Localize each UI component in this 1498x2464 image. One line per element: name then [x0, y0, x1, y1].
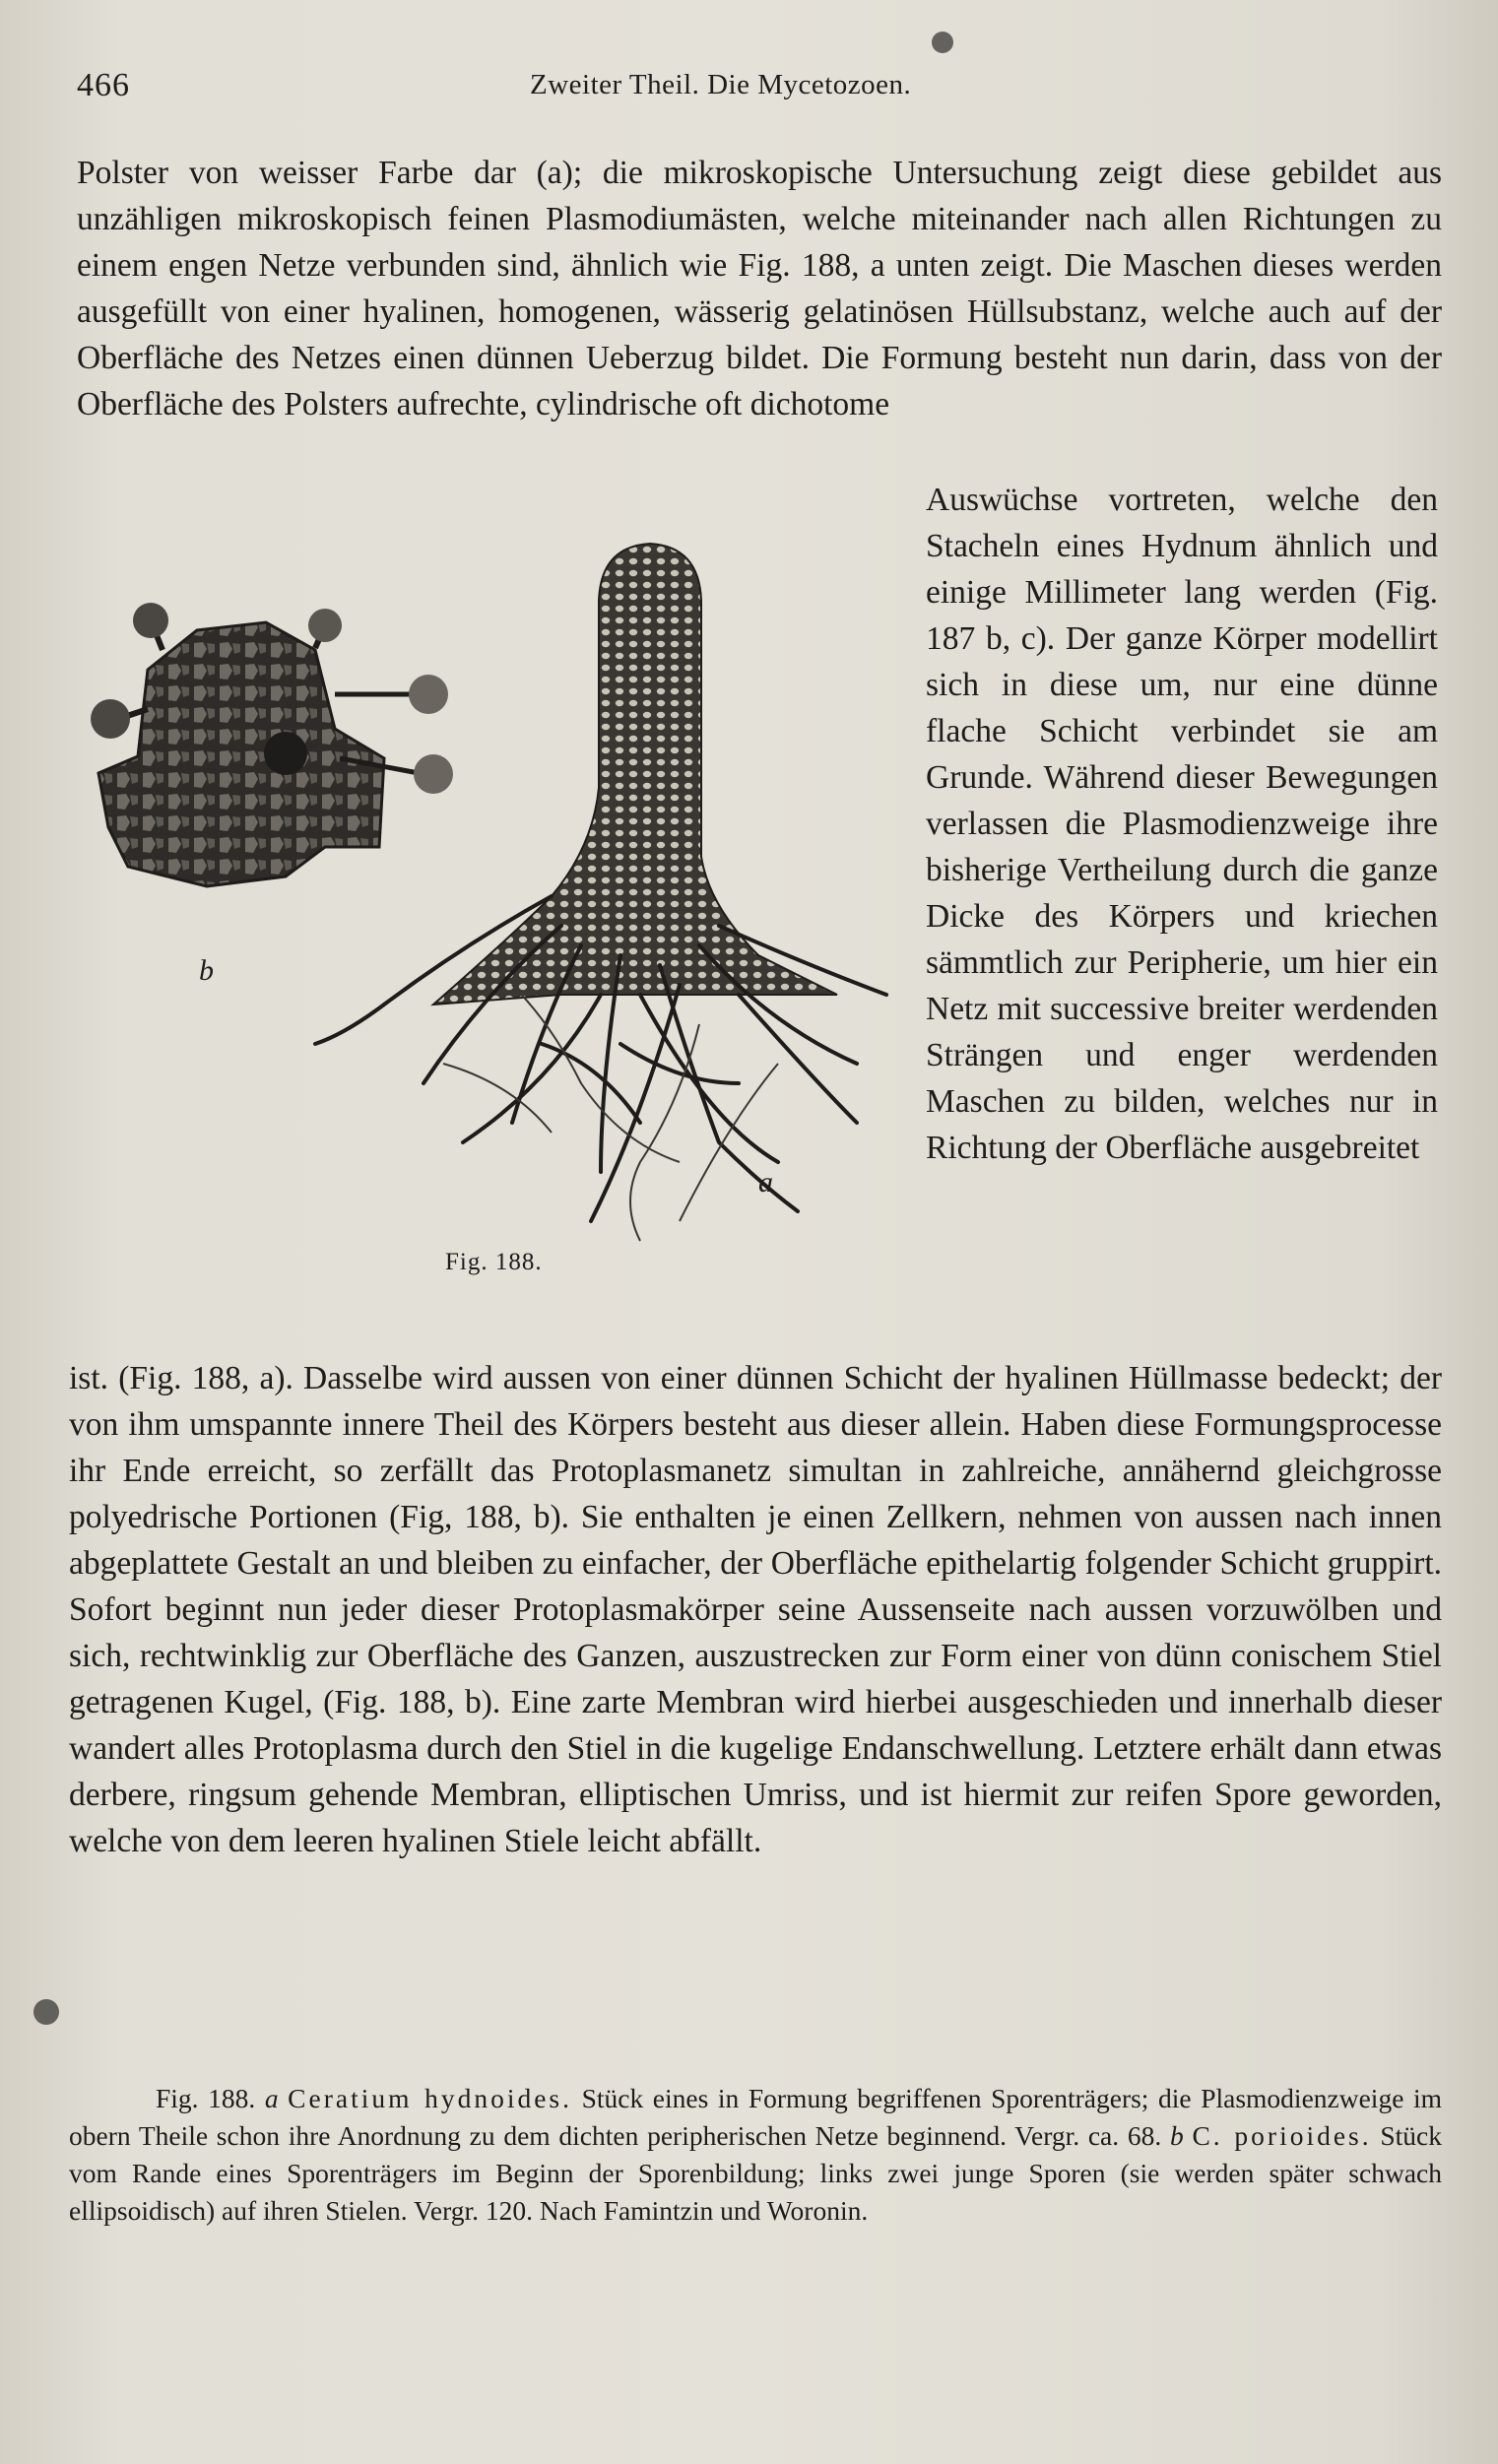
caption-species-a: Ceratium hydnoides.	[288, 2083, 573, 2113]
panel-a-sporophore	[315, 544, 886, 1241]
ink-spot	[932, 32, 953, 53]
panel-b-cells	[91, 603, 453, 886]
caption-species-b: C. porioides.	[1192, 2120, 1372, 2151]
running-title: Zweiter Theil. Die Mycetozoen.	[530, 69, 912, 100]
paragraph-bottom: ist. (Fig. 188, a). Dasselbe wird aussen von einer dünnen Schicht der hyalinen Hüllmasse bedeckt; der von ihm umspannte innere Theil des Körpers besteht aus dieser allein. Haben diese Formungsprocesse ihr Ende erreicht, so zerfällt das Protoplasmanetz simultan in zahlreiche, annähernd gleichgrosse polyedrische Portionen (Fig, 188, b). Sie enthalten je einen Zellkern, nehmen von aussen nach innen abgeplattete Gestalt an und bleiben zu einfacher, der Oberfläche epithelartig folgender Schicht gruppirt. Sofort beginnt nun jeder dieser Protoplasmakörper seine Aussenseite nach aussen vorzuwölben und sich, rechtwinklig zur Oberfläche des Ganzen, auszustrecken zur Form einer von dünn conischem Stiel getragenen Kugel, (Fig. 188, b). Eine zarte Membran wird hierbei ausgeschieden und innerhalb dieser wandert alles Protoplasma durch den Stiel in die kugelige Endanschwellung. Letztere erhält dann etwas derbere, ringsum gehende Membran, elliptischen Umriss, und ist hiermit zur reifen Spore geworden, welche von dem leeren hyalinen Stiele leicht abfällt.	[69, 1360, 1442, 1859]
figure-label-b: b	[199, 954, 214, 987]
page-header	[77, 67, 1416, 110]
caption-mark-a: a	[264, 2083, 279, 2113]
body-text-top	[77, 150, 1442, 427]
page-number: 466	[77, 67, 130, 103]
body-text-bottom	[69, 1355, 1442, 1864]
body-text-side	[926, 477, 1438, 1171]
caption-text-b: Stück vom Rande eines Sporenträgers im Beginn der Sporenbildung; links zwei junge Sporen (sie werden später schwach ellipsoidisch) auf ihren Stielen. Vergr. 120. Nach Famintzin und Woronin.	[69, 2120, 1443, 2226]
figure-188	[89, 532, 896, 1280]
caption-mark-b: b	[1169, 2120, 1184, 2151]
paragraph-top: Polster von weisser Farbe dar (a); die mikroskopische Untersuchung zeigt diese gebildet aus unzähligen mikroskopisch feinen Plasmodiumästen, welche miteinander nach allen Richtungen zu einem engen Netze verbunden sind, ähnlich wie Fig. 188, a unten zeigt. Die Maschen dieses werden ausgefüllt von einer hyalinen, homogenen, wässerig gelatinösen Hüllsubstanz, welche auch auf der Oberfläche des Netzes einen dünnen Ueberzug bildet. Die Formung besteht nun darin, dass von der Oberfläche des Polsters aufrechte, cylindrische oft dichotome	[77, 155, 1442, 422]
caption-text-a: Stück eines in Formung begriffenen Sporenträgers; die Plasmodienzweige im obern Theile schon ihre Anordnung zu dem dichten peripherischen Netze beginnend. Vergr. ca. 68.	[69, 2083, 1443, 2151]
ink-spot	[33, 1999, 59, 2025]
figure-illustration	[89, 532, 896, 1280]
figure-number-label: Fig. 188.	[445, 1249, 543, 1275]
paragraph-side: Auswüchse vortreten, welche den Stacheln eines Hydnum ähnlich und einige Millimeter lang werden (Fig. 187 b, c). Der ganze Körper modellirt sich in diese um, nur eine dünne flache Schicht verbindet sie am Grunde. Während dieser Bewegungen verlassen die Plasmodienzweige ihre bisherige Vertheilung durch die ganze Dicke des Körpers und kriechen sämmtlich zur Peripherie, um hier ein Netz mit successive breiter werdenden Strängen und enger werdenden Maschen zu bilden, welches nur in Richtung der Oberfläche ausgebreitet	[926, 482, 1438, 1166]
figure-label-a: a	[758, 1166, 773, 1199]
figure-caption	[69, 2080, 1442, 2230]
caption-lead: Fig. 188.	[156, 2083, 256, 2113]
